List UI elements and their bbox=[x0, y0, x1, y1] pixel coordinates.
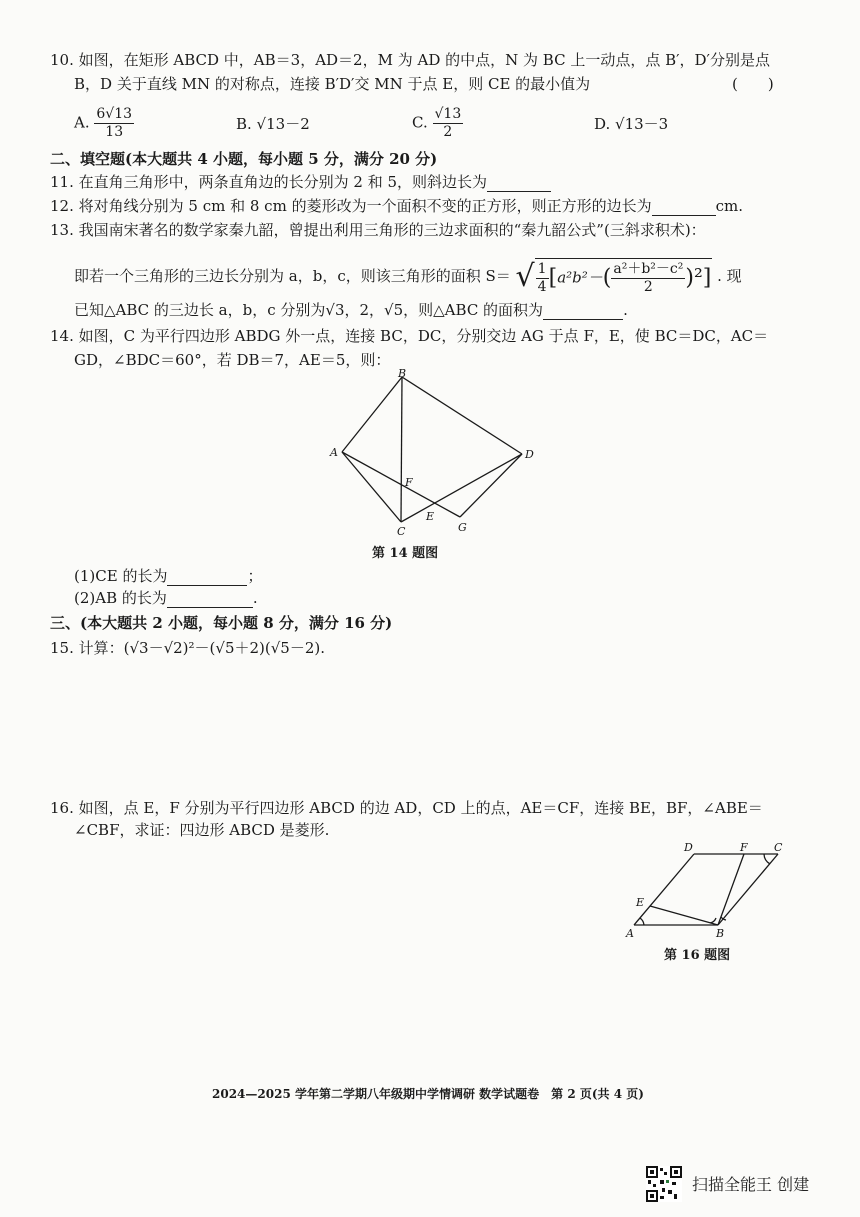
q13-line3: 已知△ABC 的三边长 a，b，c 分别为√3，2，√5，则△ABC 的面积为 . bbox=[74, 301, 628, 319]
q10-option-d: D. √13－3 bbox=[594, 115, 669, 133]
q14-point-g: G bbox=[458, 521, 467, 534]
q13-answer-blank[interactable] bbox=[543, 305, 623, 320]
q14-point-f: F bbox=[405, 476, 413, 489]
q14-sub1-blank[interactable] bbox=[167, 571, 247, 586]
q14-point-c: C bbox=[397, 525, 406, 538]
q14-point-b: B bbox=[398, 367, 407, 380]
watermark-text: 扫描全能王 创建 bbox=[692, 1175, 810, 1194]
q16-point-b: B bbox=[716, 927, 725, 940]
q14-line2: GD，∠BDC＝60°，若 DB＝7，AE＝5，则： bbox=[74, 351, 391, 369]
q14-point-e: E bbox=[426, 510, 435, 523]
q10-option-b: B. √13－2 bbox=[236, 115, 310, 133]
q10-option-c-fraction: $\frac{√13}{2}$ bbox=[434, 106, 462, 140]
q10-option-a-fraction: $\frac{6√13}{13}$ bbox=[96, 106, 133, 140]
section-2-heading: 二、填空题(本大题共 4 小题，每小题 5 分，满分 20 分) bbox=[50, 150, 438, 168]
q16-caption: 第 16 题图 bbox=[664, 948, 731, 963]
qr-code-icon bbox=[646, 1166, 682, 1202]
q12-answer-blank[interactable] bbox=[652, 201, 716, 216]
q14-point-a: A bbox=[330, 446, 338, 459]
heron-formula: √ $\frac{1}{4}$ [a²b²－( $\frac{\text{a²＋b²－c²}}{2}$ )²] bbox=[515, 259, 712, 295]
q12: 12. 将对角线分别为 5 cm 和 8 cm 的菱形改为一个面积不变的正方形，则正方形的边长为 cm. bbox=[50, 197, 743, 215]
q10-line1: 10. 如图，在矩形 ABCD 中，AB＝3，AD＝2，M 为 AD 的中点，N 为 BC 上一动点，点 B′，D′分别是点 bbox=[50, 51, 770, 69]
q16-line2: ∠CBF，求证：四边形 ABCD 是菱形. bbox=[74, 821, 330, 839]
q11: 11. 在直角三角形中，两条直角边的长分别为 2 和 5，则斜边长为 bbox=[50, 172, 551, 192]
q16-point-c: C bbox=[774, 841, 783, 854]
q16-point-d: D bbox=[684, 841, 693, 854]
q14-figure bbox=[320, 365, 550, 545]
q15: 15. 计算：(√3－√2)²－(√5＋2)(√5－2). bbox=[50, 639, 326, 657]
q14-point-d: D bbox=[525, 448, 534, 461]
q16-point-a: A bbox=[626, 927, 634, 940]
q13-line1: 13. 我国南宋著名的数学家秦九韶，曾提出利用三角形的三边求面积的“秦九韶公式”(三斜求积术)： bbox=[50, 221, 706, 239]
q13-line2: 即若一个三角形的三边长分别为 a，b，c，则该三角形的面积 S＝ √ $\frac{1}{4}$ [a²b²－( $\frac{\text{a²＋b²－c²}}{2}$ )²] . 现 bbox=[74, 259, 742, 295]
section-3-heading: 三、(本大题共 2 小题，每小题 8 分，满分 16 分) bbox=[50, 614, 393, 632]
q14-caption: 第 14 题图 bbox=[372, 546, 439, 561]
q10-option-c: C. $\frac{√13}{2}$ bbox=[412, 106, 462, 140]
page-footer: 2024—2025 学年第二学期八年级期中学情调研 数学试题卷 第 2 页(共 4 页) bbox=[212, 1087, 644, 1101]
q16-line1: 16. 如图，点 E，F 分别为平行四边形 ABCD 的边 AD，CD 上的点，AE＝CF，连接 BE，BF，∠ABE＝ bbox=[50, 799, 763, 817]
q10-answer-bracket: ( ) bbox=[732, 75, 774, 93]
q14-sub2-blank[interactable] bbox=[167, 593, 253, 608]
q14-sub1: (1)CE 的长为 ； bbox=[74, 567, 263, 585]
q10-line2: B，D 关于直线 MN 的对称点，连接 B′D′交 MN 于点 E，则 CE 的最小值为 bbox=[74, 75, 591, 93]
q10-option-a: A. $\frac{6√13}{13}$ bbox=[74, 106, 133, 140]
q11-answer-blank[interactable] bbox=[487, 177, 551, 192]
q14-sub2: (2)AB 的长为 . bbox=[74, 589, 258, 607]
q16-point-f: F bbox=[740, 841, 748, 854]
q16-figure bbox=[618, 838, 790, 943]
q14-line1: 14. 如图，C 为平行四边形 ABDG 外一点，连接 BC，DC，分别交边 AG 于点 F，E，使 BC＝DC，AC＝ bbox=[50, 327, 769, 345]
q16-point-e: E bbox=[636, 896, 645, 909]
